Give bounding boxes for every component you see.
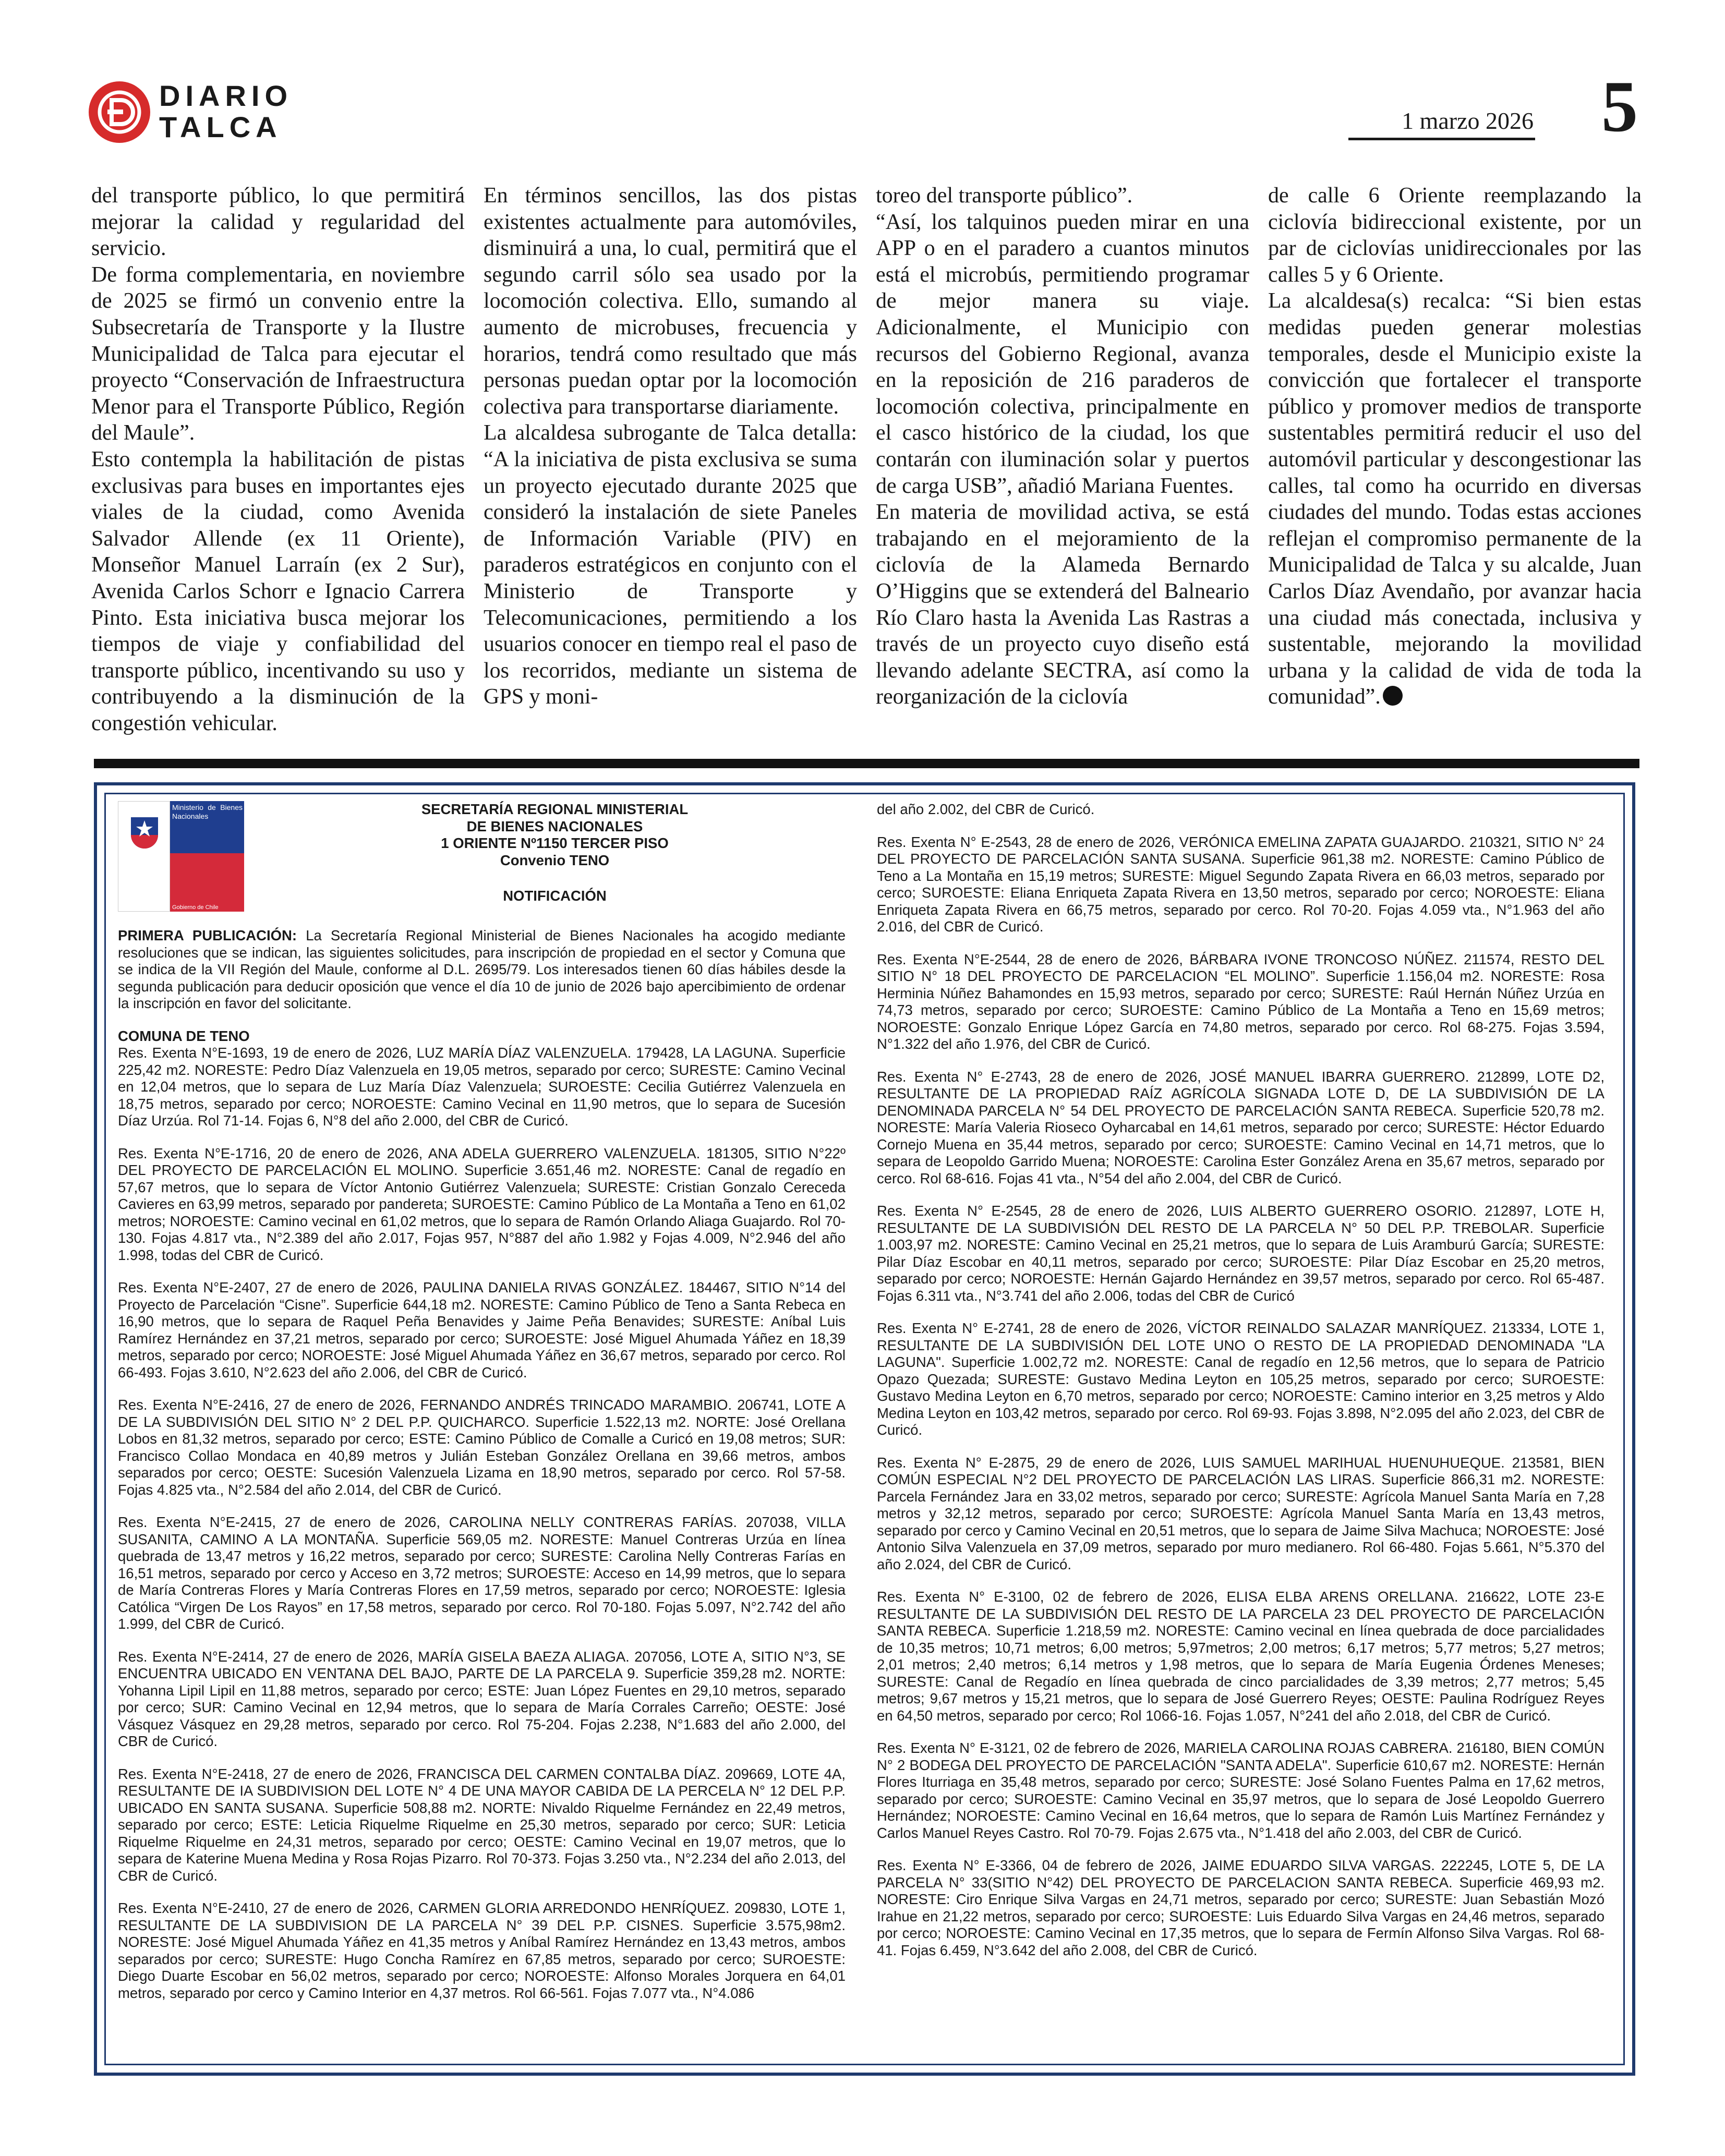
- legal-notice-box: [94, 782, 1635, 2076]
- notice-entry: Res. Exenta N°E-2410, 27 de enero de 2026, CARMEN GLORIA ARREDONDO HENRÍQUEZ. 209830, LOTE 1, RESULTANTE DE LA SUBDIVISION DE LA PARCELA N° 39 DEL P.P. CISNES. Superficie 3.575,98m2. NORESTE: José Miguel Ahumada Yáñez en 41,35 metros y Aníbal Ramírez Hernández en 13,43 metros, ambos separados por cerco; SURESTE: Hugo Concha Ramírez en 67,85 metros, separado por cerco; SUROESTE: Diego Duarte Escobar en 56,02 metros, separado por cerco; NOROESTE: Alfonso Morales Jorquera en 64,01 metros, separado por cerco y Camino Interior en 4,37 metros. Rol 66-561. Fojas 7.077 vta., N°4.086: [118, 1900, 846, 2001]
- notice-entry: Res. Exenta N° E-2875, 29 de enero de 2026, LUIS SAMUEL MARIHUAL HUENUHUEQUE. 213581, BIEN COMÚN ESPECIAL N°2 DEL PROYECTO DE PARCELACIÓN LAS LIRAS. Superficie 866,31 m2. NORESTE: Parcela Fernández Jara en 33,02 metros, separado por cerco; SURESTE: Agrícola Manuel Santa María en 7,28 metros y 32,12 metros, separado por cerco; SUROESTE: Agrícola Manuel Santa María en 13,43 metros, separado por cerco y Camino Vecinal en 20,51 metros, que lo separa de Jaime Silva Machuca; NOROESTE: José Antonio Silva Valenzuela en 37,09 metros, separado por muro medianero. Rol 66-480. Fojas 5.661, N°5.370 del año 2.024, del CBR de Curicó.: [877, 1454, 1605, 1572]
- notice-column-left: [118, 801, 846, 2017]
- lead-text: La Secretaría Regional Ministerial de Bienes Nacionales ha acogido mediante resoluciones que se indican, las siguientes solicitudes, para inscripción de propiedad en el sector y Comuna que se indica de la VII Región del Maule, conforme al D.L. 2695/79. Los interesados tienen 60 días hábiles desde la segunda publicación para deducir oposición que vence el día 10 de junio de 2026 bajo apercibimiento de ordenar la inscripción en favor del solicitante.: [118, 927, 846, 1011]
- paragraph: “Así, los talquinos pueden mirar en una APP o en el paradero a cuantos minutos está el microbús, permitiendo programar de mejor manera su viaje. Adicionalmente, el Municipio con recursos del Gobierno Regional, avanza en la reposición de 216 paraderos de locomoción colectiva, principalmente en el casco histórico de la ciudad, los que contarán con iluminación solar y puertos de carga USB”, añadió Mariana Fuentes.: [876, 210, 1249, 498]
- brand-line-1: DIARIO: [159, 79, 293, 112]
- notice-entry: Res. Exenta N°E-2415, 27 de enero de 2026, CAROLINA NELLY CONTRERAS FARÍAS. 207038, VILLA SUSANITA, CAMINO A LA MONTAÑA. Superficie 569,05 m2. NORESTE: Manuel Contreras Urzúa en línea quebrada de 13,47 metros y 16,22 metros, separado por cerco; SURESTE: Carolina Nelly Contreras Farías en 16,51 metros, separado por cerco y Acceso en 3,72 metros; SUROESTE: Acceso en 14,99 metros, que lo separa de María Contreras Flores y María Contreras Flores en 17,59 metros, separado por cerco; NOROESTE: Iglesia Católica “Virgen De Los Rayos” en 17,58 metros, separado por cerco. Rol 70-180. Fojas 5.097, N°2.742 del año 1.999, del CBR de Curicó.: [118, 1514, 846, 1632]
- notice-entry: Res. Exenta N°E-1716, 20 de enero de 2026, ANA ADELA GUERRERO VALENZUELA. 181305, SITIO N°22º DEL PROYECTO DE PARCELACIÓN EL MOLINO. Superficie 3.651,46 m2. NORESTE: Canal de regadío en 57,67 metros, que lo separa de Víctor Antonio Gutiérrez Valenzuela; SURESTE: Cristian Gonzalo Cereceda Cavieres en 63,99 metros, separado por pandereta; SUROESTE: Camino Público de La Montaña a Teno en 61,02 metros; NOROESTE: Camino vecinal en 61,02 metros, que lo separa de Ramón Orlando Aliaga Guajardo. Rol 70-130. Fojas 4.817 vta., N°2.389 del año 2.017, Fojas 957, N°887 del año 1.982 y Fojas 4.009, N°2.946 del año 1.998, todas del CBR de Curicó.: [118, 1145, 846, 1263]
- notice-entry: Res. Exenta N°E-1693, 19 de enero de 2026, LUZ MARÍA DÍAZ VALENZUELA. 179428, LA LAGUNA. Superficie 225,42 m2. NORESTE: Pedro Díaz Valenzuela en 19,05 metros, separado por cerco; SURESTE: Camino Vecinal en 12,04 metros, que lo separa de Luz María Díaz Valenzuela; SUROESTE: Cecilia Gutiérrez Valenzuela en 18,75 metros, separado por cerco; NOROESTE: Camino Vecinal en 11,90 metros, que lo separa de Sucesión Díaz Urzúa. Rol 71-14. Fojas 6, N°8 del año 2.000, del CBR de Curicó.: [118, 1045, 846, 1129]
- paragraph: En materia de movilidad activa, se está trabajando en el mejoramiento de la ciclovía de la Alameda Bernardo O’Higgins que se extenderá del Balneario Río Claro hasta la Avenida Las Rastras a través de un proyecto cuyo diseño está llevando adelante SECTRA, así como la reorganización de la ciclovía: [876, 500, 1249, 709]
- notice-column-right: [877, 801, 1605, 1975]
- paragraph: En términos sencillos, las dos pistas existentes actualmente para automóviles, disminuirá a una, lo cual, permitirá que el segundo carril sólo sea usado por la locomoción colectiva. Ello, sumando al aumento de microbuses, frecuencia y horarios, tendrá como resultado que más personas puedan optar por la locomoción colectiva para transportarse diariamente.: [484, 184, 857, 419]
- heading-line: DE BIENES NACIONALES: [466, 818, 643, 834]
- article-column-1: [91, 183, 465, 736]
- notice-entry: Res. Exenta N°E-2416, 27 de enero de 2026, FERNANDO ANDRÉS TRINCADO MARAMBIO. 206741, LOTE A DE LA SUBDIVISIÓN DEL SITIO N° 2 DEL P.P. QUICHARCO. Superficie 1.522,13 m2. NORTE: José Orellana Lobos en 81,32 metros, separado por cerco; ESTE: Camino Público de Comalle a Curicó en 19,08 metros; SUR: Francisco Collao Mondaca en 40,89 metros y Julián Esteban González Orellana en 39,66 metros, ambos separados por cerco; OESTE: Sucesión Valenzuela Lizama en 18,90 metros, separado por cerco. Rol 57-58. Fojas 4.825 vta., N°2.584 del año 2.014, del CBR de Curicó.: [118, 1397, 846, 1498]
- notice-entry: Res. Exenta N° E-3121, 02 de febrero de 2026, MARIELA CAROLINA ROJAS CABRERA. 216180, BIEN COMÚN N° 2 BODEGA DEL PROYECTO DE PARCELACIÓN "SANTA ADELA". Superficie 610,67 m2. NORESTE: Hernán Flores Iturriaga en 35,48 metros, separado por cerco; SURESTE: José Solano Fuentes Palma en 17,62 metros, separado por cerco; SUROESTE: Camino Vecinal en 35,97 metros, que lo separa de José Leopoldo Guerrero Hernández; NOROESTE: Camino Vecinal en 16,64 metros, que lo separa de Ramón Luis Martínez Fernández y Carlos Manuel Reyes Castro. Rol 70-79. Fojas 2.675 vta., N°1.418 del año 2.003, del CBR de Curicó.: [877, 1740, 1605, 1841]
- diario-talca-logo-icon: [89, 81, 150, 143]
- article-column-2: [484, 183, 857, 710]
- notice-entry: Res. Exenta N° E-3100, 02 de febrero de 2026, ELISA ELBA ARENS ORELLANA. 216622, LOTE 23-E RESULTANTE DE LA SUBDIVISIÓN DEL RESTO DE LA PARCELA 23 DEL PROYECTO DE PARCELACIÓN SANTA REBECA. Superficie 1.218,59 m2. NORESTE: Camino vecinal en línea quebrada de doce parcialidades de 10,35 metros; 10,71 metros; 6,00 metros; 5,97metros; 2,00 metros; 6,17 metros; 5,77 metros; 5,27 metros; 2,01 metros; 2,40 metros; 6,14 metros y 1,98 metros, que lo separa de María Eugenia Órdenes Meneses; SURESTE: Canal de Regadío en línea quebrada de cinco parcialidades de 3,39 metros; 2,77 metros; 5,45 metros; 9,67 metros y 15,21 metros, que lo separa de José Guerrero Reyes; OESTE: Paulina Rodríguez Reyes en 64,50 metros, separado por cerco; Rol 1066-16. Fojas 1.057, N°241 del año 2.018, del CBR de Curicó.: [877, 1589, 1605, 1724]
- seal-government-label: Gobierno de Chile: [172, 904, 219, 911]
- notice-title: NOTIFICACIÓN: [503, 888, 607, 904]
- paragraph: toreo del transporte público”.: [876, 184, 1133, 208]
- article-body: [91, 183, 1640, 735]
- page-number: 5: [1601, 66, 1638, 147]
- notice-entry: Res. Exenta N° E-2545, 28 de enero de 2026, LUIS ALBERTO GUERRERO OSORIO. 212897, LOTE H, RESULTANTE DE LA SUBDIVISIÓN DEL RESTO DE LA PARCELA N° 50 DEL P.P. TREBOLAR. Superficie 1.003,97 m2. NORESTE: Camino Vecinal en 25,21 metros, que lo separa de Luis Aramburú García; SURESTE: Pilar Díaz Escobar en 40,11 metros, separado por cerco; SUROESTE: Pilar Díaz Escobar en 25,20 metros, separado por cerco; NOROESTE: Hernán Gajardo Hernández en 39,57 metros, separado por cerco. Rol 65-487. Fojas 6.311 vta., N°3.741 del año 2.006, todas del CBR de Curicó: [877, 1203, 1605, 1304]
- paragraph: La alcaldesa subrogante de Talca detalla: “A la iniciativa de pista exclusiva se suma un proyecto ejecutado durante 2025 que consideró la instalación de siete Paneles de Información Variable (PIV) en paraderos estratégicos en conjunto con el Ministerio de Transporte y Telecomunicaciones, permitiendo a los usuarios conocer en tiempo real el paso de los recorridos, mediante un sistema de GPS y moni-: [484, 421, 857, 709]
- notice-entry: Res. Exenta N°E-2418, 27 de enero de 2026, FRANCISCA DEL CARMEN CONTALBA DÍAZ. 209669, LOTE 4A, RESULTANTE DE IA SUBDIVISION DEL LOTE N° 4 DE UNA MAYOR CABIDA DE LA PERCELA N° 12 DEL P.P. UBICADO EN SANTA SUSANA. Superficie 508,88 m2. NORTE: Nivaldo Riquelme Fernández en 22,49 metros, separado por cerco; ESTE: Leticia Riquelme Riquelme en 25,30 metros, separado por cerco; SUR: Leticia Riquelme Riquelme en 24,31 metros, separado por cerco; OESTE: Camino Vecinal en 19,07 metros, que lo separa de Katerine Muena Medina y Rosa Rojas Pizarro. Rol 70-373. Fojas 3.250 vta., N°2.234 del año 2.013, del CBR de Curicó.: [118, 1765, 846, 1884]
- notice-header: [118, 801, 846, 927]
- notice-entry: Res. Exenta N°E-2544, 28 de enero de 2026, BÁRBARA IVONE TRONCOSO NÚÑEZ. 211574, RESTO DEL SITIO N° 18 DEL PROYECTO DE PARCELACION “EL MOLINO”. Superficie 1.156,04 m2. NORESTE: Rosa Herminia Núñez Bahamondes en 15,93 metros, separado por cerco; SURESTE: Raúl Hernán Núñez Urzúa en 74,73 metros, separado por cerco; SUROESTE: Camino Público de La Montaña a Teno en 15,69 metros; NOROESTE: Gonzalo Enrique López García en 74,80 metros, separado por cerco. Rol 68-275. Fojas 3.594, N°1.322 del año 1.976, del CBR de Curicó.: [877, 951, 1605, 1052]
- paragraph: de calle 6 Oriente reemplazando la ciclovía bidireccional existente, por un par de ciclovías unidireccionales por las calles 5 y 6 Oriente.: [1268, 184, 1642, 287]
- heading-line: Convenio TENO: [500, 852, 610, 868]
- issue-date: 1 marzo 2026: [1402, 107, 1534, 134]
- heading-line: 1 ORIENTE Nº1150 TERCER PISO: [441, 835, 669, 851]
- notice-entry: Res. Exenta N°E-2414, 27 de enero de 2026, MARÍA GISELA BAEZA ALIAGA. 207056, LOTE A, SITIO N°3, SE ENCUENTRA UBICADO EN VENTANA DEL BAJO, PARTE DE LA PARCELA 9. Superficie 359,28 m2. NORTE: Yohanna Lipil Lipil en 11,88 metros, separado por cerco; ESTE: Juan López Fuentes en 29,10 metros, separado por cerco; SUR: Camino Vecinal en 12,94 metros, que lo separa de María Corrales Carreño; OESTE: José Vásquez Vásquez en 29,28 metros, separado por cerco. Rol 75-204. Fojas 2.238, N°1.683 del año 2.000, del CBR de Curicó.: [118, 1648, 846, 1749]
- lead-label: PRIMERA PUBLICACIÓN:: [118, 927, 297, 943]
- ministry-seal: [118, 801, 244, 912]
- comuna-heading: COMUNA DE TENO: [118, 1027, 250, 1044]
- paragraph: De forma complementaria, en noviembre de 2025 se firmó un convenio entre la Subsecretaría de Transporte y la Ilustre Municipalidad de Talca para ejecutar el proyecto “Conservación de Infraestructura Menor para el Transporte Público, Región del Maule”.: [91, 262, 465, 445]
- paragraph: del transporte público, lo que permitirá mejorar la calidad y regularidad del servicio.: [91, 184, 465, 261]
- notice-entry: Res. Exenta N° E-2741, 28 de enero de 2026, VÍCTOR REINALDO SALAZAR MANRÍQUEZ. 213334, LOTE 1, RESULTANTE DE LA SUBDIVISIÓN DEL LOTE UNO O RESTO DE LA PROPIEDAD DENOMINADA "LA LAGUNA". Superficie 1.002,72 m2. NORESTE: Canal de regadío en 12,56 metros, que lo separa de Patricio Opazo Quezada; SURESTE: Gustavo Medina Leyton en 105,25 metros, separado por cerco; SUROESTE: Gustavo Medina Leyton en 6,70 metros, separado por cerco; NOROESTE: Camino interior en 3,25 metros y Aldo Medina Leyton en 103,42 metros, separado por cerco. Rol 69-93. Fojas 3.898, N°2.095 del año 2.023, del CBR de Curicó.: [877, 1320, 1605, 1438]
- chile-coat-of-arms-icon: [126, 812, 163, 854]
- paragraph: Esto contempla la habilitación de pistas exclusivas para buses en importantes ejes viales de la ciudad, como Avenida Salvador Allende (ex 11 Oriente), Monseñor Manuel Larraín (ex 2 Sur), Avenida Carlos Schorr e Ignacio Carrera Pinto. Esta iniciativa busca mejorar los tiempos de viaje y confiabilidad del transporte público, incentivando su uso y contribuyendo a la disminución de la congestión vehicular.: [91, 447, 465, 735]
- notice-entry: Res. Exenta N°E-2407, 27 de enero de 2026, PAULINA DANIELA RIVAS GONZÁLEZ. 184467, SITIO N°14 del Proyecto de Parcelación “Cisne”. Superficie 644,18 m2. NORESTE: Camino Público de Teno a Santa Rebeca en 16,90 metros, que lo separa de Raquel Peña Benavides y Jaime Peña Benavides; SURESTE: Aníbal Luis Ramírez Hernández en 37,21 metros, separado por cerco; SUROESTE: José Miguel Ahumada Yáñez en 18,39 metros, separado por cerco; NOROESTE: José Miguel Ahumada Yáñez en 36,67 metros, separado por cerco. Rol 66-493. Fojas 3.610, N°2.623 del año 2.006, del CBR de Curicó.: [118, 1279, 846, 1380]
- brand-name: [159, 80, 293, 143]
- seal-emblem-area: [118, 801, 170, 912]
- article-column-4: [1268, 183, 1642, 710]
- section-divider: [94, 759, 1639, 768]
- lead-paragraph: [118, 927, 846, 1012]
- paragraph-text: La alcaldesa(s) recalca: “Si bien estas medidas pueden generar molestias temporales, desde el Municipio existe la convicción que fortalecer el transporte público y promover medios de transporte sustentables permitirá reducir el uso del automóvil particular y descongestionar las calles, tal como ha ocurrido en diversas ciudades del mundo. Todas estas acciones reflejan el compromiso permanente de la Municipalidad de Talca y su alcalde, Juan Carlos Díaz Avendaño, por avanzar hacia una ciudad más conectada, inclusiva y sustentable, mejorando la movilidad urbana y la calidad de vida de toda la comunidad”.: [1268, 289, 1642, 709]
- notice-entry: Res. Exenta N° E-2543, 28 de enero de 2026, VERÓNICA EMELINA ZAPATA GUAJARDO. 210321, SITIO N° 24 DEL PROYECTO DE PARCELACIÓN SANTA SUSANA. Superficie 961,38 m2. NORESTE: Camino Público de Teno a La Montaña en 15,19 metros; SURESTE: Miguel Segundo Zapata Rivera en 66,03 metros, separado por cerco; SUROESTE: Eliana Enriqueta Zapata Rivera en 13,50 metros, separado por cerco; NOROESTE: Eliana Enriqueta Zapata Rivera en 66,75 metros, separado por cerco. Rol 70-20. Fojas 4.059 vta., N°1.963 del año 2.016, del CBR de Curicó.: [877, 833, 1605, 935]
- notice-entry: del año 2.002, del CBR de Curicó.: [877, 801, 1095, 817]
- end-of-article-icon: [1383, 686, 1403, 706]
- notice-entry: Res. Exenta N° E-2743, 28 de enero de 2026, JOSÉ MANUEL IBARRA GUERRERO. 212899, LOTE D2, RESULTANTE DE LA PROPIEDAD RAÍZ AGRÍCOLA SIGNADA LOTE D, DE LA SUBDIVISIÓN DE LA DENOMINADA PARCELA N° 54 DEL PROYECTO DE PARCELACIÓN SANTA REBECA. Superficie 520,78 m2. NORESTE: María Valeria Rioseco Oyharcabal en 14,61 metros, separado por cerco; SURESTE: Héctor Eduardo Cornejo Muena en 35,44 metros, separado por cerco; SUROESTE: Camino Vecinal en 14,71 metros, que lo separa de Leopoldo Garrido Muena; NOROESTE: Carolina Ester González Arena en 35,67 metros, separado por cerco. Rol 68-616. Fojas 41 vta., N°54 del año 2.004, del CBR de Curicó.: [877, 1068, 1605, 1186]
- paragraph: [1268, 288, 1642, 710]
- article-column-3: [876, 183, 1249, 710]
- brand-line-2: TALCA: [159, 111, 282, 143]
- heading-line: SECRETARÍA REGIONAL MINISTERIAL: [421, 801, 689, 817]
- seal-ministry-name: Ministerio de Bienes Nacionales: [172, 803, 243, 820]
- notice-entry: Res. Exenta N° E-3366, 04 de febrero de 2026, JAIME EDUARDO SILVA VARGAS. 222245, LOTE 5, DE LA PARCELA N° 33(SITIO N°42) DEL PROYECTO DE PARCELACION SANTA REBECA. Superficie 469,93 m2. NORESTE: Ciro Enrique Silva Vargas en 24,71 metros, separado por cerco; SURESTE: Juan Sebastián Mozó Irahue en 21,22 metros, separado por cerco; SUROESTE: Luis Eduardo Silva Vargas en 24,46 metros, separado por cerco; NOROESTE: Camino Vecinal en 17,35 metros, que lo separa de Fermín Alfonso Silva Vargas. Rol 68-41. Fojas 6.459, N°3.642 del año 2.008, del CBR de Curicó.: [877, 1857, 1605, 1958]
- date-underline: [1348, 138, 1535, 140]
- notice-heading: [264, 801, 846, 905]
- masthead-logo: [89, 78, 308, 146]
